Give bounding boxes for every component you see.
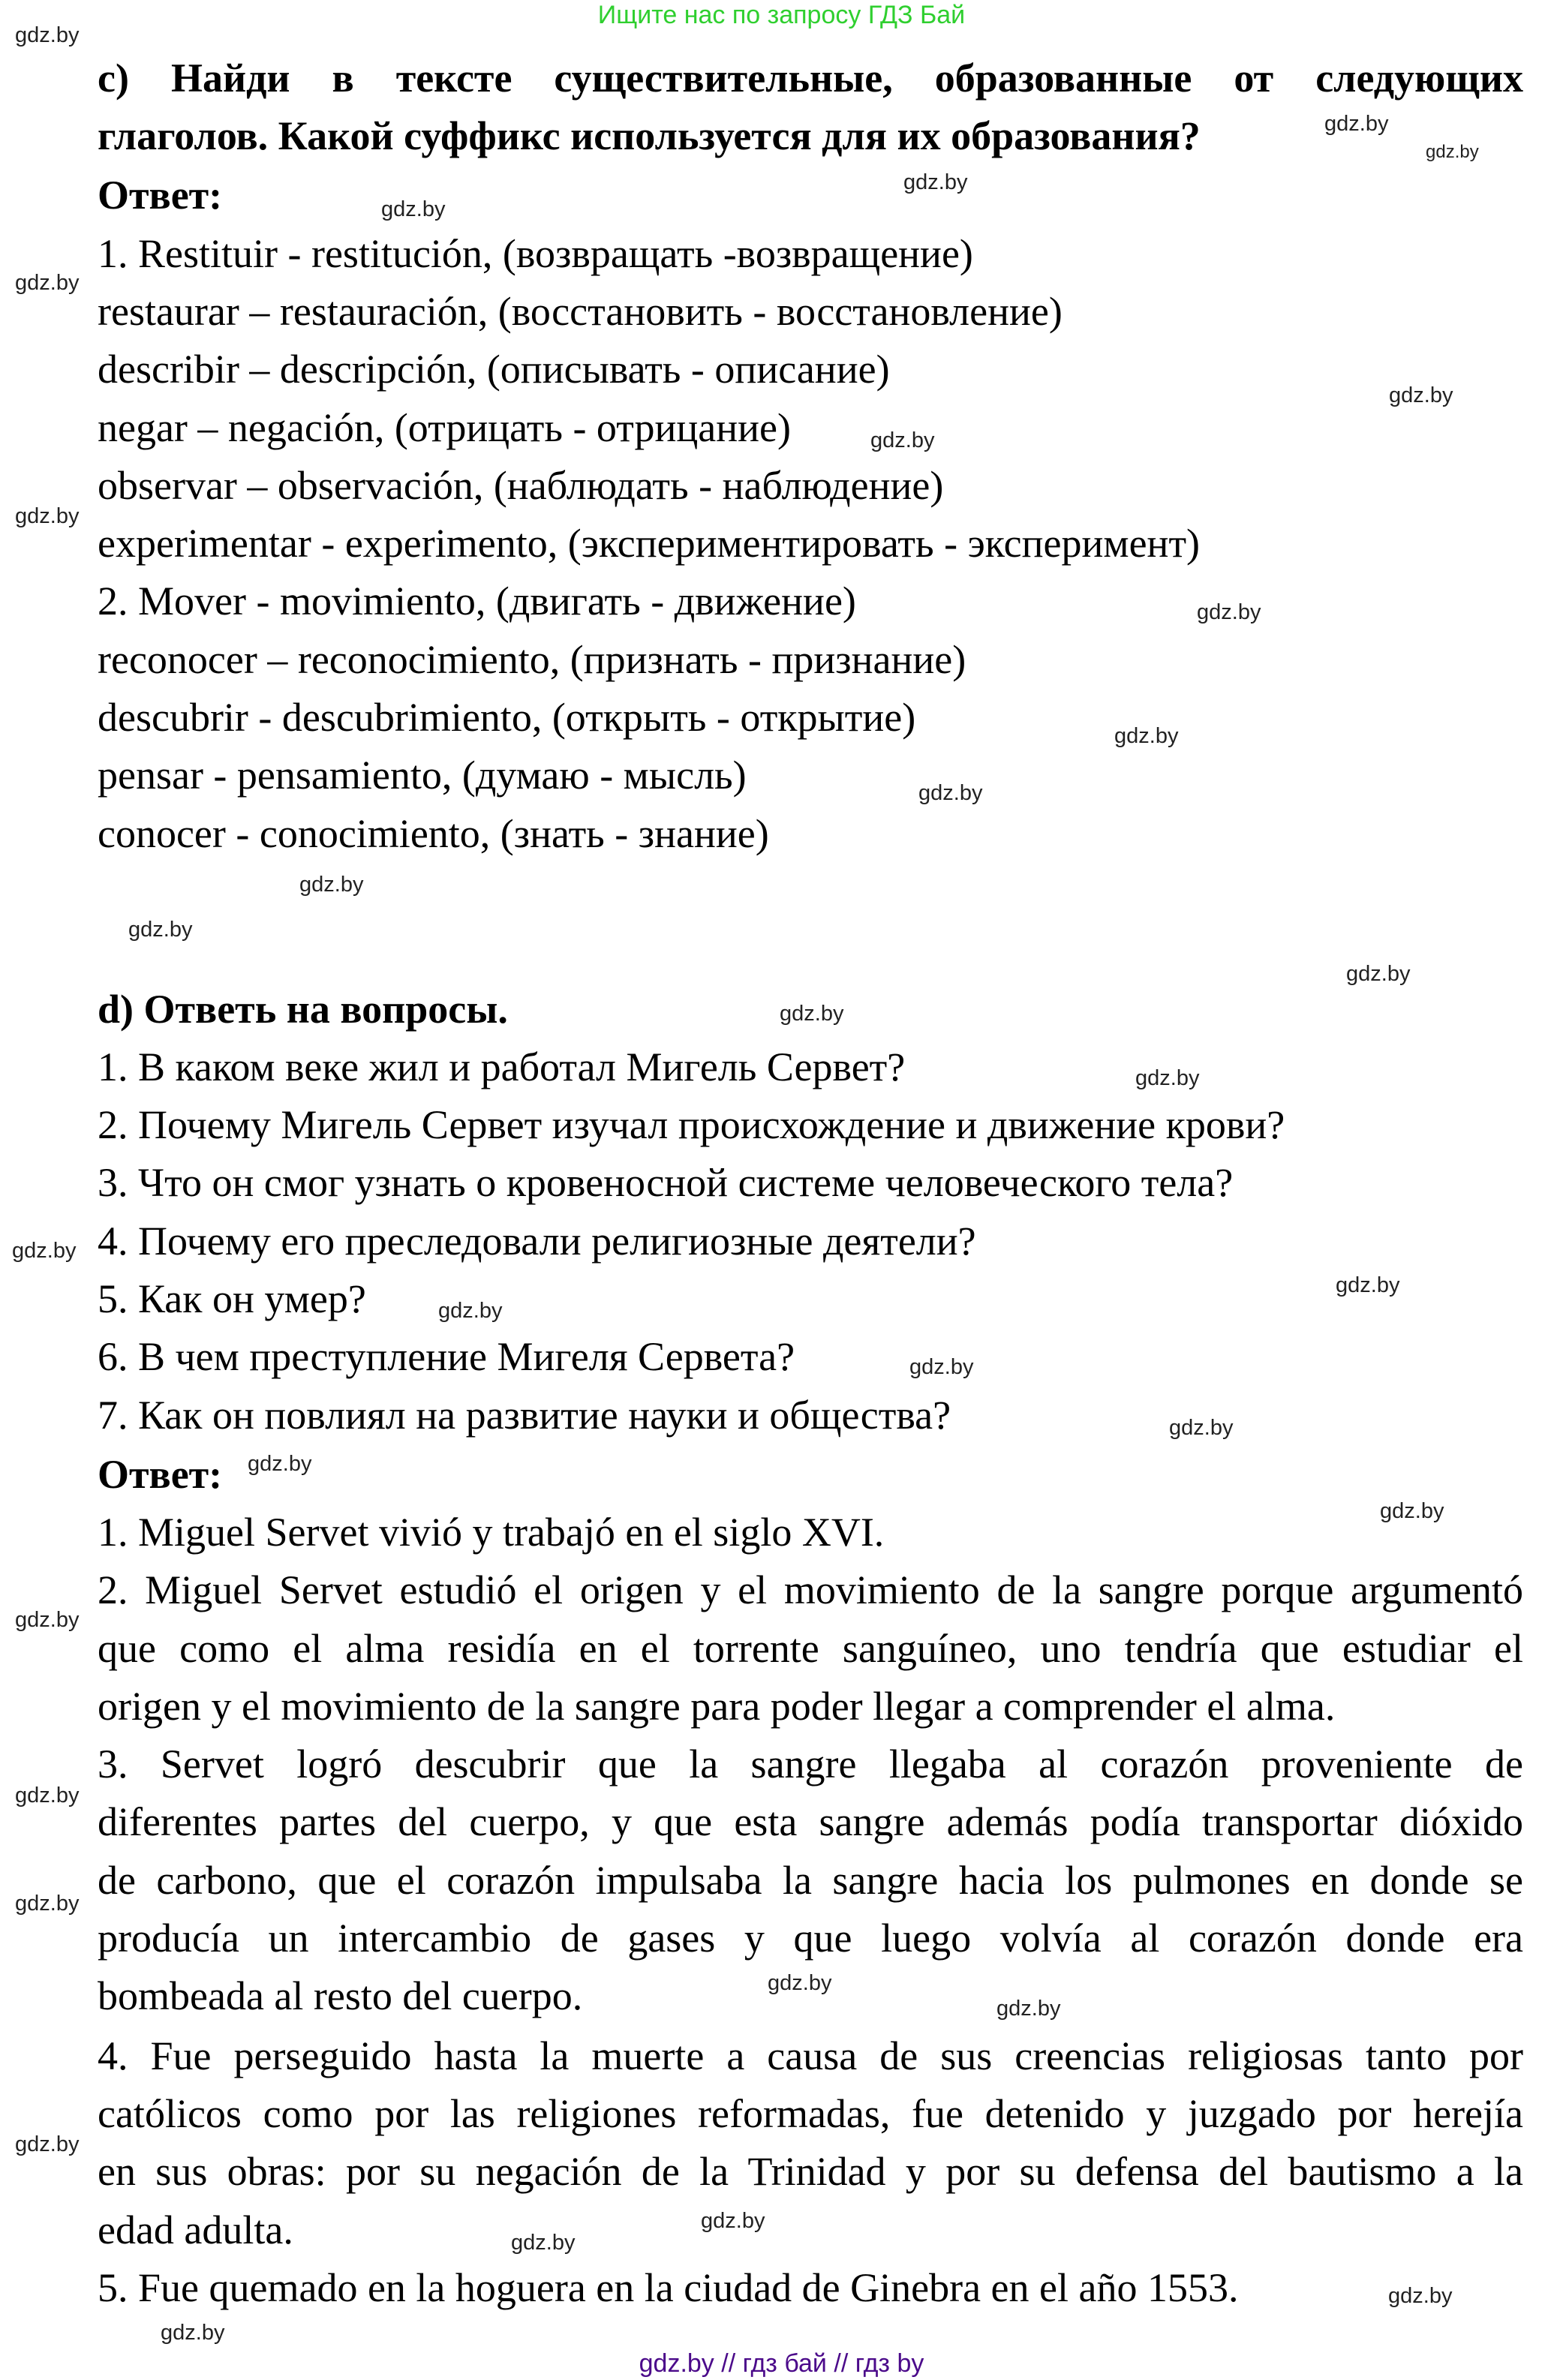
answer-line: de carbono, que el corazón impulsaba la sangre hacia los pulmones en donde se [98, 1858, 1523, 1903]
watermark: gdz.by [1197, 600, 1261, 624]
watermark: gdz.by [15, 504, 80, 528]
watermark: gdz.by [996, 1997, 1061, 2021]
watermark: gdz.by [299, 873, 364, 897]
answer-line: edad adulta. [98, 2207, 293, 2252]
watermark: gdz.by [909, 1355, 974, 1379]
question-line: 7. Как он повлиял на развитие науки и общества? [98, 1393, 951, 1438]
answer-line: describir – descripción, (описывать - описание) [98, 347, 890, 392]
answer-line: observar – observación, (наблюдать - наблюдение) [98, 463, 944, 508]
question-line: 4. Почему его преследовали религиозные деятели? [98, 1219, 976, 1264]
question-line: 5. Как он умер? [98, 1276, 366, 1321]
section-c-title-line-1: c) Найди в тексте существительные, образованные от следующих [98, 56, 1523, 101]
section-d-answer-label: Ответ: [98, 1452, 223, 1497]
answer-line: producía un intercambio de gases y que luego volvía al corazón donde era [98, 1916, 1523, 1961]
answer-line: que como el alma residía en el torrente sanguíneo, uno tendría que estudiar el [98, 1626, 1523, 1671]
answer-line: 1. Miguel Servet vivió y trabajó en el siglo XVI. [98, 1510, 885, 1555]
watermark: gdz.by [1346, 962, 1411, 986]
watermark: gdz.by [768, 1971, 832, 1995]
watermark: gdz.by [15, 271, 80, 295]
answer-line: restaurar – restauración, (восстановить - восстановление) [98, 289, 1063, 334]
watermark: gdz.by [1388, 2284, 1453, 2308]
answer-line: 5. Fue quemado en la hoguera en la ciudad de Ginebra en el año 1553. [98, 2265, 1239, 2310]
answer-line: en sus obras: por su negación de la Trinidad y por su defensa del bautismo a la [98, 2149, 1523, 2194]
question-line: 6. В чем преступление Мигеля Сервета? [98, 1334, 795, 1379]
answer-line: experimentar - experimento, (экспериментировать - эксперимент) [98, 521, 1201, 566]
watermark: gdz.by [248, 1452, 312, 1476]
answer-line: bombeada al resto del cuerpo. [98, 1973, 583, 2018]
section-d-title: d) Ответь на вопросы. [98, 987, 508, 1032]
answer-line: 2. Miguel Servet estudió el origen y el movimiento de la sangre porque argumentó [98, 1567, 1523, 1612]
answer-line: 2. Mover - movimiento, (двигать - движение) [98, 578, 856, 624]
answer-line: diferentes partes del cuerpo, y que esta sangre además podía transportar dióxido [98, 1799, 1523, 1844]
watermark: gdz.by [701, 2209, 765, 2233]
watermark: gdz.by [1426, 142, 1479, 162]
watermark: gdz.by [15, 23, 80, 47]
answer-line: descubrir - descubrimiento, (открыть - открытие) [98, 695, 916, 740]
answer-line: pensar - pensamiento, (думаю - мысль) [98, 753, 747, 798]
top-banner: Ищите нас по запросу ГДЗ Бай [597, 1, 966, 29]
watermark: gdz.by [511, 2231, 576, 2255]
watermark: gdz.by [15, 1892, 80, 1916]
answer-line: 1. Restituir - restitución, (возвращать -возвращение) [98, 231, 973, 276]
watermark: gdz.by [381, 197, 446, 221]
watermark: gdz.by [1135, 1066, 1200, 1090]
question-line: 1. В каком веке жил и работал Мигель Сервет? [98, 1044, 906, 1089]
watermark: gdz.by [1389, 383, 1453, 407]
answer-line: origen y el movimiento de la sangre para poder llegar a comprender el alma. [98, 1684, 1336, 1729]
section-c-answer-label: Ответ: [98, 173, 223, 218]
answer-line: católicos como por las religiones reformadas, fue detenido y juzgado por herejía [98, 2091, 1523, 2136]
watermark: gdz.by [903, 170, 968, 194]
watermark: gdz.by [1324, 112, 1389, 136]
section-c-title-line-2: глаголов. Какой суффикс используется для их образования? [98, 113, 1201, 158]
bottom-banner: gdz.by // гдз бай // гдз by [639, 2349, 924, 2378]
answer-line: conocer - conocimiento, (знать - знание) [98, 811, 769, 856]
question-line: 3. Что он смог узнать о кровеносной системе человеческого тела? [98, 1160, 1234, 1205]
answer-line: 3. Servet logró descubrir que la sangre llegaba al corazón proveniente de [98, 1741, 1523, 1787]
watermark: gdz.by [1380, 1499, 1444, 1523]
watermark: gdz.by [161, 2321, 225, 2345]
watermark: gdz.by [780, 1002, 844, 1026]
watermark: gdz.by [1114, 724, 1179, 748]
watermark: gdz.by [870, 428, 935, 452]
watermark: gdz.by [15, 2132, 80, 2156]
answer-line: negar – negación, (отрицать - отрицание) [98, 405, 791, 450]
watermark: gdz.by [918, 781, 983, 805]
answer-line: reconocer – reconocimiento, (признать - признание) [98, 637, 966, 682]
answer-line: 4. Fue perseguido hasta la muerte a causa de sus creencias religiosas tanto por [98, 2033, 1523, 2078]
watermark: gdz.by [1336, 1273, 1400, 1297]
watermark: gdz.by [438, 1299, 503, 1323]
watermark: gdz.by [15, 1608, 80, 1632]
question-line: 2. Почему Мигель Сервет изучал происхождение и движение крови? [98, 1102, 1285, 1147]
watermark: gdz.by [1169, 1416, 1234, 1440]
watermark: gdz.by [12, 1239, 77, 1263]
watermark: gdz.by [15, 1783, 80, 1808]
watermark: gdz.by [128, 918, 193, 942]
